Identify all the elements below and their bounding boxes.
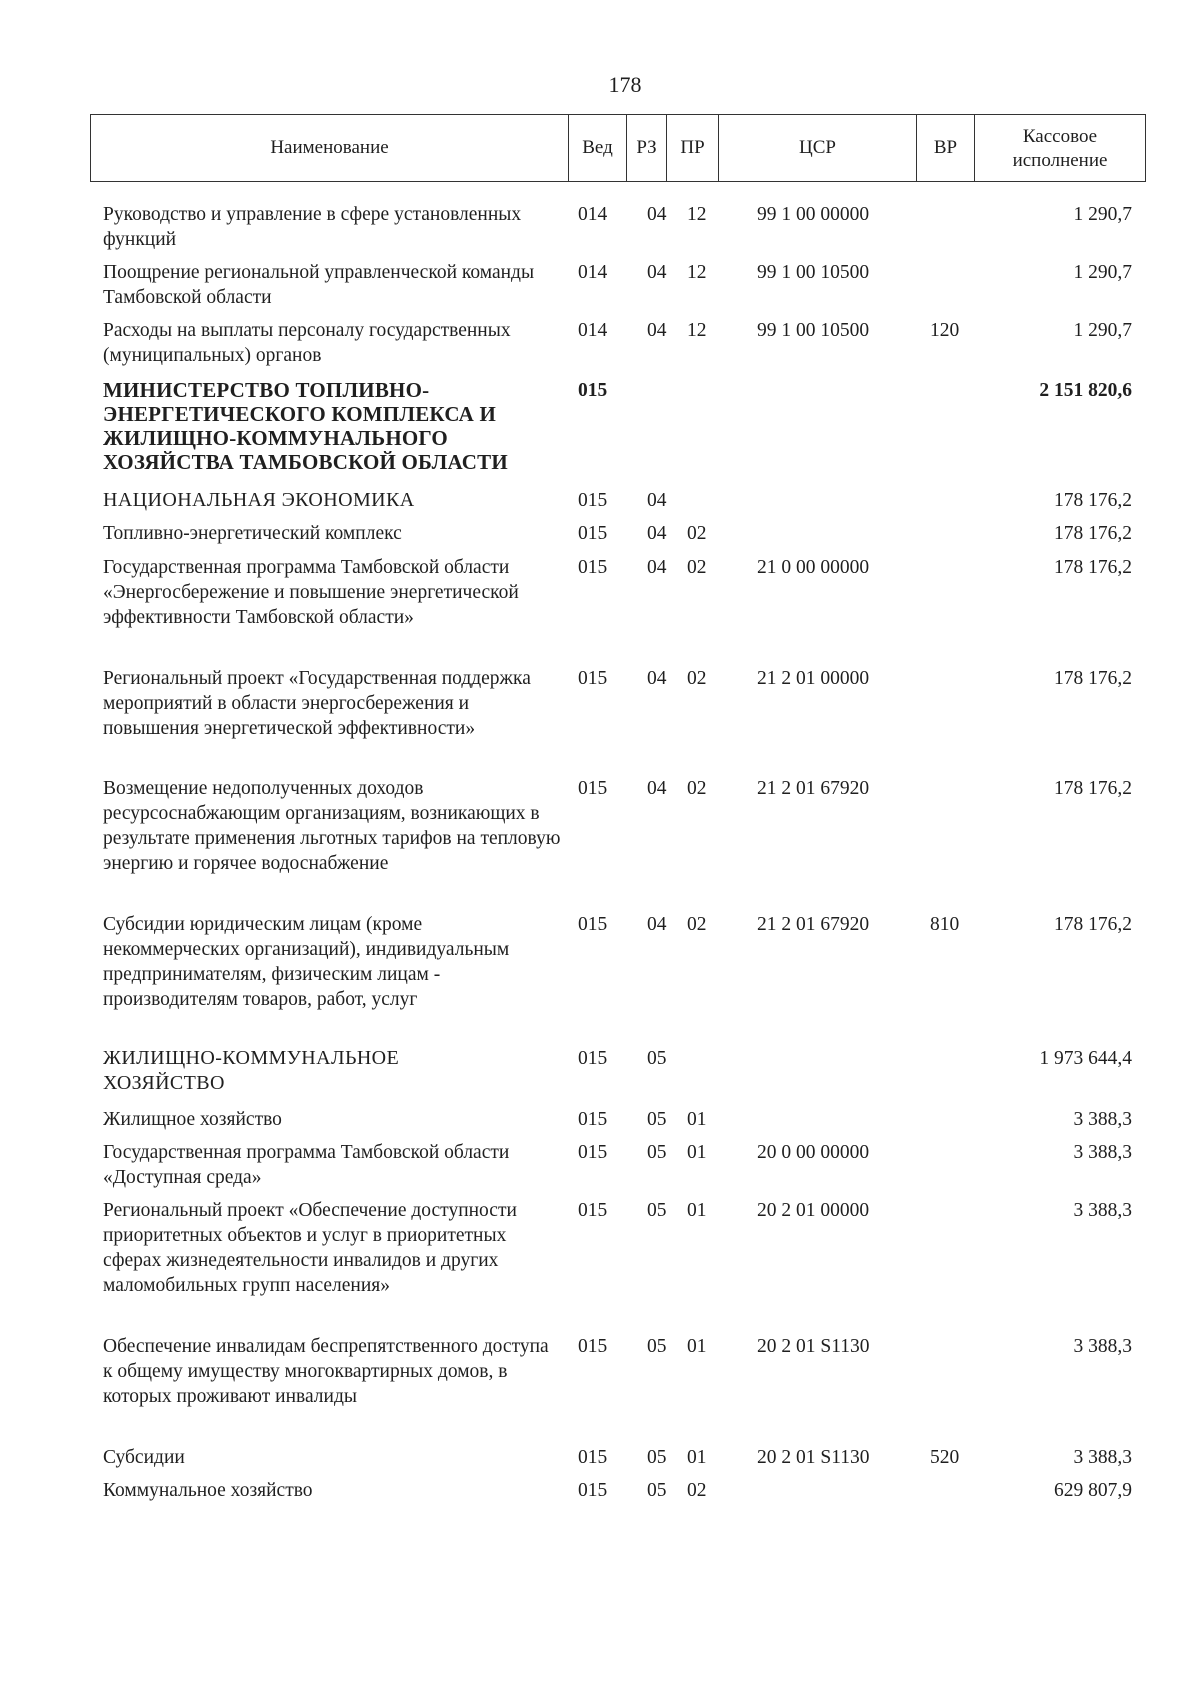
row-rz: 04 <box>647 320 667 341</box>
row-ved: 015 <box>578 1048 608 1069</box>
row-ved: 015 <box>578 1142 608 1163</box>
row-pr: 01 <box>687 1447 707 1468</box>
row-name: НАЦИОНАЛЬНАЯ ЭКОНОМИКА <box>103 489 415 511</box>
row-rz: 05 <box>647 1480 667 1501</box>
row-name: Возмещение недополученных доходов ресурсоснабжающим организациям, возникающих в результате применения льготных тарифов на тепловую энергию и горячее водоснабжение <box>103 778 561 874</box>
row-pr: 12 <box>687 204 707 225</box>
row-ved: 015 <box>578 1336 608 1357</box>
row-name: Топливно-энергетический комплекс <box>103 523 402 544</box>
row-pr: 01 <box>687 1336 707 1357</box>
row-csr: 99 1 00 10500 <box>757 262 870 283</box>
row-ved: 015 <box>578 557 608 578</box>
row-pr: 02 <box>687 1480 707 1501</box>
row-name: Региональный проект «Обеспечение доступности приоритетных объектов и услуг в приоритетных сферах жизнедеятельности инвалидов и других маломобильных групп населения» <box>103 1200 517 1296</box>
row-name: Субсидии юридическим лицам (кроме некоммерческих организаций), индивидуальным предпринимателям, физическим лицам - производителям товаров, работ, услуг <box>103 914 510 1010</box>
row-rz: 05 <box>647 1447 667 1468</box>
row-ved: 015 <box>578 1447 608 1468</box>
row-csr: 20 2 01 S1130 <box>757 1447 870 1468</box>
row-rz: 04 <box>647 914 667 935</box>
row-name: Государственная программа Тамбовской области «Энергосбережение и повышение энергетической эффективности Тамбовской области» <box>103 557 519 628</box>
row-csr: 21 2 01 00000 <box>757 668 870 689</box>
row-csr: 20 2 01 S1130 <box>757 1336 870 1357</box>
row-name: Региональный проект «Государственная поддержка мероприятий в области энергосбережения и повышения энергетической эффективности» <box>103 668 531 739</box>
row-name: Расходы на выплаты персоналу государственных (муниципальных) органов <box>103 320 511 366</box>
row-rz: 05 <box>647 1109 667 1130</box>
row-ved: 014 <box>578 204 608 225</box>
row-sum: 3 388,3 <box>1073 1142 1132 1163</box>
row-name: Обеспечение инвалидам беспрепятственного доступа к общему имуществу многоквартирных домов, в которых проживают инвалиды <box>103 1336 549 1407</box>
row-name: Поощрение региональной управленческой команды Тамбовской области <box>103 262 535 308</box>
row-pr: 01 <box>687 1200 707 1221</box>
row-ved: 015 <box>578 1200 608 1221</box>
row-rz: 04 <box>647 557 667 578</box>
row-pr: 12 <box>687 320 707 341</box>
row-csr: 20 0 00 00000 <box>757 1142 870 1163</box>
row-ved: 014 <box>578 320 608 341</box>
row-pr: 12 <box>687 262 707 283</box>
header-sum: Кассовое исполнение <box>1012 126 1108 171</box>
row-sum: 3 388,3 <box>1073 1200 1132 1221</box>
row-sum: 2 151 820,6 <box>1039 380 1132 401</box>
row-sum: 1 290,7 <box>1073 204 1132 225</box>
row-name: ЖИЛИЩНО-КОММУНАЛЬНОЕ ХОЗЯЙСТВО <box>103 1047 400 1094</box>
row-pr: 02 <box>687 668 707 689</box>
row-sum: 3 388,3 <box>1073 1336 1132 1357</box>
row-vr: 120 <box>930 320 960 341</box>
row-csr: 99 1 00 10500 <box>757 320 870 341</box>
row-pr: 01 <box>687 1142 707 1163</box>
header-vr: ВР <box>917 115 975 181</box>
row-pr: 02 <box>687 523 707 544</box>
row-name: Коммунальное хозяйство <box>103 1480 313 1501</box>
row-name: Руководство и управление в сфере установленных функций <box>103 204 522 250</box>
row-rz: 04 <box>647 523 667 544</box>
row-sum: 3 388,3 <box>1073 1109 1132 1130</box>
row-pr: 01 <box>687 1109 707 1130</box>
row-name: МИНИСТЕРСТВО ТОПЛИВНО-ЭНЕРГЕТИЧЕСКОГО КОМПЛЕКСА И ЖИЛИЩНО-КОММУНАЛЬНОГО ХОЗЯЙСТВА ТАМБОВСКОЙ ОБЛАСТИ <box>103 378 508 474</box>
row-name: Субсидии <box>103 1447 185 1468</box>
row-csr: 99 1 00 00000 <box>757 204 870 225</box>
row-pr: 02 <box>687 914 707 935</box>
row-vr: 810 <box>930 914 960 935</box>
row-csr: 20 2 01 00000 <box>757 1200 870 1221</box>
row-rz: 04 <box>647 490 667 511</box>
page-number: 178 <box>608 72 642 97</box>
row-rz: 05 <box>647 1336 667 1357</box>
row-ved: 014 <box>578 262 608 283</box>
row-ved: 015 <box>578 914 608 935</box>
row-rz: 04 <box>647 778 667 799</box>
row-name: Жилищное хозяйство <box>103 1109 282 1130</box>
row-rz: 05 <box>647 1142 667 1163</box>
row-sum: 178 176,2 <box>1054 778 1132 799</box>
row-pr: 02 <box>687 557 707 578</box>
row-sum: 178 176,2 <box>1054 914 1132 935</box>
header-ved: Вед <box>569 115 627 181</box>
row-ved: 015 <box>578 1480 608 1501</box>
row-sum: 1 290,7 <box>1073 320 1132 341</box>
row-csr: 21 0 00 00000 <box>757 557 870 578</box>
row-sum: 3 388,3 <box>1073 1447 1132 1468</box>
row-rz: 04 <box>647 262 667 283</box>
row-rz: 04 <box>647 668 667 689</box>
header-csr: ЦСР <box>719 115 917 181</box>
row-sum: 629 807,9 <box>1054 1480 1132 1501</box>
row-ved: 015 <box>578 380 608 401</box>
row-rz: 05 <box>647 1200 667 1221</box>
row-ved: 015 <box>578 523 608 544</box>
header-pr: ПР <box>667 115 719 181</box>
row-vr: 520 <box>930 1447 960 1468</box>
row-csr: 21 2 01 67920 <box>757 778 870 799</box>
row-ved: 015 <box>578 490 608 511</box>
header-name: Наименование <box>91 115 569 181</box>
row-pr: 02 <box>687 778 707 799</box>
header-rz: РЗ <box>627 115 667 181</box>
row-rz: 04 <box>647 204 667 225</box>
row-sum: 178 176,2 <box>1054 523 1132 544</box>
row-sum: 178 176,2 <box>1054 557 1132 578</box>
row-ved: 015 <box>578 668 608 689</box>
row-sum: 1 973 644,4 <box>1039 1048 1132 1069</box>
row-sum: 178 176,2 <box>1054 490 1132 511</box>
row-name: Государственная программа Тамбовской области «Доступная среда» <box>103 1142 510 1188</box>
row-ved: 015 <box>578 778 608 799</box>
row-ved: 015 <box>578 1109 608 1130</box>
row-sum: 178 176,2 <box>1054 668 1132 689</box>
row-rz: 05 <box>647 1048 667 1069</box>
row-sum: 1 290,7 <box>1073 262 1132 283</box>
row-csr: 21 2 01 67920 <box>757 914 870 935</box>
